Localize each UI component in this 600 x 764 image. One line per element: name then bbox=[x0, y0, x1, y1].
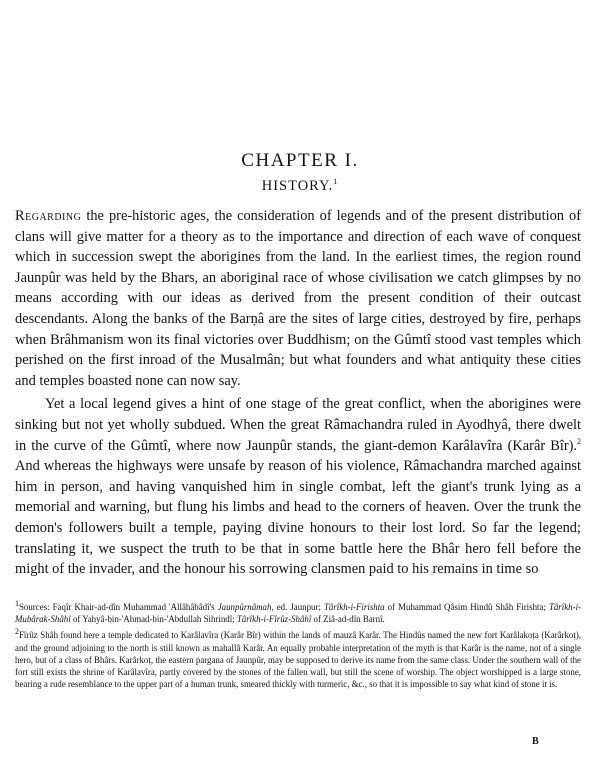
paragraph-2 bbox=[15, 394, 581, 579]
footnote-1 bbox=[15, 601, 581, 625]
paragraph-1-text: the pre-historic ages, the consideration of legends and of the present distribution of clans will give matter for a theory as to the importance and direction of each wave of conquest which in succession swept the aborigines from the land. In the earliest times, the region round Jaunpûr was held by the Bhars, an aboriginal race of whose civilisation we catch glimpses by no means according with our ideas as derived from the present condition of their outcast descendants. Along the banks of the Barṇâ are the sites of large cities, destroyed by fire, perhaps when Brâhmanism won its final victories over Buddhism; on the Gûmtî stood vast temples which perished on the first inroad of the Musalmân; but what founders and what antiquity these cities and temples boasted none can now say. bbox=[15, 208, 581, 389]
footnote-2 bbox=[15, 629, 581, 690]
footnote-1-title: Târîkh-i-Fîrûz-Shâhî bbox=[236, 614, 312, 625]
footnote-1-seg: Faqîr Khair-ad-dîn Muhammad 'Allâhâbâdî's bbox=[49, 602, 218, 612]
paragraph-1-lead: Regarding bbox=[15, 208, 82, 224]
chapter-heading: CHAPTER I. bbox=[241, 150, 359, 171]
footnote-2-mark: 2 bbox=[15, 627, 19, 637]
footnote-1-seg: of Yahyâ-bin-'Ahmad-bin-'Abdullah Sihrindî; bbox=[70, 614, 237, 625]
section-title bbox=[0, 178, 600, 195]
paragraph-1 bbox=[15, 206, 581, 391]
footnote-1-seg: of Muhammad Qâsim Hindû Shâh Firishta; bbox=[384, 602, 549, 612]
title-footnote-ref: 1 bbox=[333, 177, 339, 187]
footnote-1-mark: 1 bbox=[15, 599, 19, 609]
paragraph-2-text-a: Yet a local legend gives a hint of one stage of the great conflict, when the aborigines were sinking but not yet wholly subdued. When the great Râmachandra ruled in Ayodhyâ, there dwelt in the curve of the Gûmtî, where now Jaunpûr stands, the giant-demon Karâlavîra (Karâr Bîr). bbox=[15, 396, 581, 454]
section-title-text: HISTORY. bbox=[261, 178, 334, 194]
signature-mark: B bbox=[532, 736, 539, 747]
footnote-1-title: Târîkh-i-Mubârak-Shâhî bbox=[15, 602, 581, 625]
footnote-1-label: Sources: bbox=[19, 602, 50, 612]
footnote-1-seg: , ed. Jaunpur; bbox=[271, 602, 324, 612]
footnote-2-text: Fîrûz Shâh found here a temple dedicated to Karâlavîra (Karâr Bîr) within the lands of mauzâ Karâr. The Hindûs named the new fort Karâlakoṭa (Karârkoṭ), and the ground adjoining to the north is still known as mahallâ Karâr. An equally probable interpretation of the myth is that Karâr is the name, not of a single hero, but of a class of Bhârs. Karârkoṭ, the eastern pargana of Jaunpûr, may be supposed to derive its name from the same class. Under the southern wall of the fort still exists the shrine of Karâlavîra, partly covered by the stones of the fallen wall, but still the scene of worship. The object worshipped is a large stone, bearing a rude resemblance to the upper part of a human trunk, smeared thickly with turmeric, &c., so that it is impossible to say what kind of stone it is. bbox=[15, 630, 581, 690]
footnote-1-seg: of Ziâ-ad-dîn Barnî. bbox=[311, 614, 385, 625]
body-text bbox=[15, 206, 581, 580]
footnote-1-title: Jaunpûrnâmah bbox=[217, 602, 272, 612]
paragraph-2-text-b: And whereas the highways were unsafe by reason of his violence, Râmachandra marched against him in person, and having vanquished him in single combat, left the giant's trunk lying as a memorial and warning, but flung his limbs and head to the corners of heaven. Over the trunk the demon's followers built a temple, paying divine honours to their lost lord. So far the legend; translating it, we suspect the truth to be that in some battle here the Bhâr hero fell before the might of the invader, and the honour his sorrowing clansmen paid to his remains in time so bbox=[15, 458, 581, 578]
footnotes bbox=[15, 601, 581, 694]
paragraph-2-footnote-ref: 2 bbox=[577, 436, 581, 446]
footnote-1-title: Târîkh-i-Firishta bbox=[323, 602, 385, 612]
